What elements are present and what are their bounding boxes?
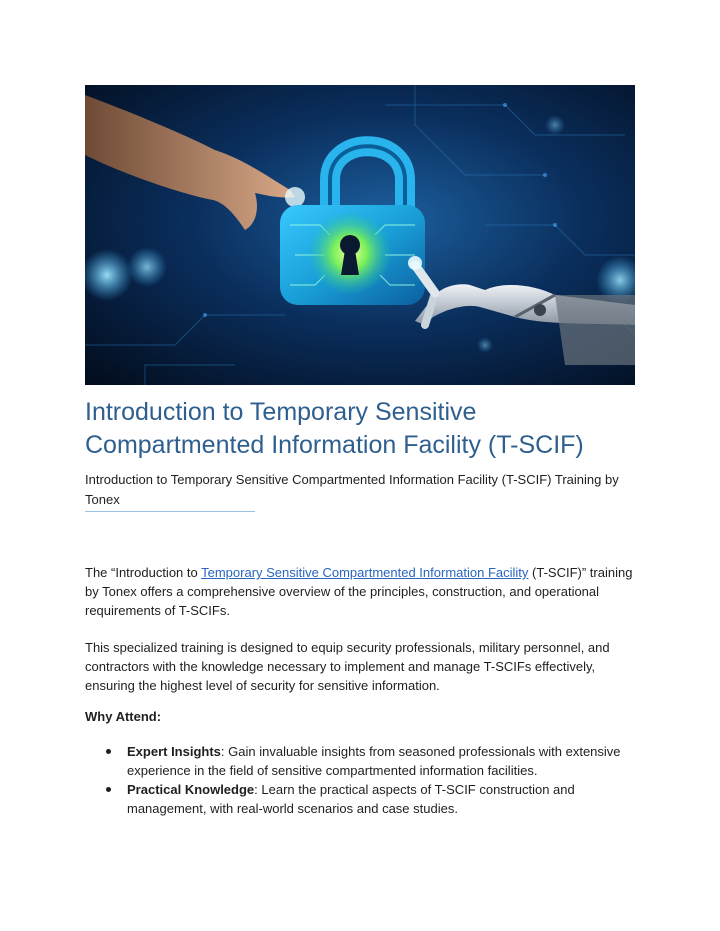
t-scif-link[interactable]: Temporary Sensitive Compartmented Information Facility	[201, 565, 529, 580]
bullet-icon	[106, 787, 111, 792]
hero-image	[85, 85, 635, 385]
bullet-term: Practical Knowledge	[127, 782, 255, 797]
list-item	[85, 742, 645, 780]
bullet-text: : Learn the practical aspects of T-SCIF construction and management, with real-world scenarios and case studies.	[127, 782, 575, 816]
list-item	[85, 780, 645, 818]
bullet-icon	[106, 749, 111, 754]
subtitle-underline	[85, 511, 255, 512]
intro-paragraph	[85, 563, 645, 620]
bullet-term: Expert Insights	[127, 744, 221, 759]
intro-text-after: (T-SCIF)” training by Tonex offers a comprehensive overview of the principles, construction, and operational requirements of T-SCIFs.	[85, 565, 633, 618]
why-attend-list	[85, 742, 645, 818]
page-title: Introduction to Temporary Sensitive Compartmented Information Facility (T-SCIF)	[85, 398, 584, 459]
description-paragraph: This specialized training is designed to equip security professionals, military personnel, and contractors with the knowledge necessary to implement and manage T-SCIFs effectively, ensuring the highest level of security for sensitive information.	[85, 640, 610, 693]
why-attend-heading: Why Attend:	[85, 709, 162, 724]
page-subtitle: Introduction to Temporary Sensitive Compartmented Information Facility (T-SCIF) Training by Tonex	[85, 472, 619, 507]
intro-text-before: The “Introduction to	[85, 565, 202, 580]
padlock-hand-robot-image	[85, 85, 635, 385]
bullet-text: : Gain invaluable insights from seasoned professionals with extensive experience in the field of sensitive compartmented information facilities.	[127, 744, 621, 778]
